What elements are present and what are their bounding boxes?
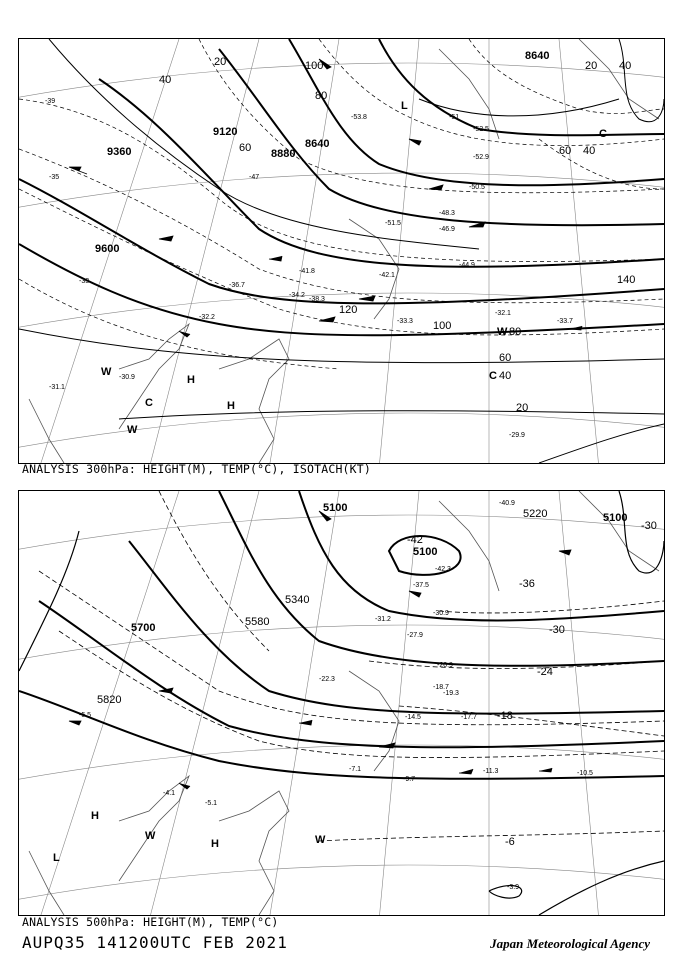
isotach-label: 140 xyxy=(617,274,636,286)
temp-value: -17.7 xyxy=(461,714,477,721)
isotach-label: 120 xyxy=(339,304,358,316)
temp-value: -48.3 xyxy=(439,210,455,217)
height-label: 8880 xyxy=(271,148,296,160)
temp-value: -19.3 xyxy=(443,690,459,697)
pressure-centers xyxy=(53,810,326,864)
height-label: 5580 xyxy=(245,616,270,628)
height-label: 5820 xyxy=(97,694,122,706)
temp-value: -22.3 xyxy=(319,676,335,683)
height-label: 5220 xyxy=(523,508,548,520)
temperature-samples xyxy=(79,500,593,891)
isotach-label: 40 xyxy=(583,145,596,157)
isotach-label: 60 xyxy=(499,352,512,364)
temp-value: -10.5 xyxy=(577,770,593,777)
isotach-label: 80 xyxy=(315,90,328,102)
isotach-label: 100 xyxy=(305,60,324,72)
center-marker: L xyxy=(53,852,60,864)
isotach-label: 100 xyxy=(433,320,452,332)
isotach-label: 20 xyxy=(585,60,598,72)
center-marker: H xyxy=(91,810,99,822)
isotach-label: 60 xyxy=(559,145,572,157)
caption-500hpa: ANALYSIS 500hPa: HEIGHT(M), TEMP(°C) xyxy=(22,915,279,929)
temp-value: -9.7 xyxy=(403,776,416,783)
isotach-label: 20 xyxy=(516,402,529,414)
center-marker: W xyxy=(315,834,326,846)
caption-300hpa: ANALYSIS 300hPa: HEIGHT(M), TEMP(°C), ISOTACH(KT) xyxy=(22,462,372,476)
temp-value: -29.9 xyxy=(509,432,525,439)
center-marker: C xyxy=(599,128,607,140)
height-label: 5100 xyxy=(323,502,348,514)
map-300hpa-canvas xyxy=(19,39,664,463)
temp-value: -31.1 xyxy=(49,384,65,391)
center-marker: W xyxy=(497,326,508,338)
isotherm-label: -30 xyxy=(549,624,565,636)
temp-value: -14.5 xyxy=(405,714,421,721)
temp-value: -30.9 xyxy=(433,610,449,617)
isotherm-label: -24 xyxy=(537,666,553,678)
temp-value: -36.7 xyxy=(229,282,245,289)
height-label: 5100 xyxy=(413,546,438,558)
temp-value: -34.2 xyxy=(289,292,305,299)
temp-value: -5.1 xyxy=(205,800,218,807)
isotach-label: 40 xyxy=(159,74,172,86)
center-marker: H xyxy=(227,400,235,412)
map-panel-500hpa xyxy=(18,490,665,916)
temp-value: -51.5 xyxy=(385,220,401,227)
center-marker: W xyxy=(127,424,138,436)
height-label: 5340 xyxy=(285,594,310,606)
temp-value: -33.3 xyxy=(397,318,413,325)
temp-value: -5.5 xyxy=(79,712,92,719)
center-marker: C xyxy=(489,370,497,382)
temp-value: -32.1 xyxy=(495,310,511,317)
height-label: 9120 xyxy=(213,126,238,138)
temp-value: -52.5 xyxy=(473,126,489,133)
temp-value: -42.3 xyxy=(435,566,451,573)
temp-value: -39 xyxy=(45,98,56,105)
center-marker: W xyxy=(101,366,112,378)
isotherm-label: -6 xyxy=(505,836,515,848)
height-label: 9360 xyxy=(107,146,132,158)
center-marker: H xyxy=(187,374,195,386)
isotach-label: 40 xyxy=(619,60,632,72)
temp-value: -50.5 xyxy=(469,184,485,191)
temp-value: -38.3 xyxy=(309,296,325,303)
isotherm-label: -30 xyxy=(641,520,657,532)
isotach-label: 40 xyxy=(499,370,512,382)
temp-value: -32.2 xyxy=(199,314,215,321)
temp-value: -31.2 xyxy=(375,616,391,623)
height-label: 5700 xyxy=(131,622,156,634)
coastlines xyxy=(29,491,659,915)
temp-value: -51 xyxy=(449,114,460,121)
height-label: 9600 xyxy=(95,243,120,255)
chart-code-and-time: AUPQ35 141200UTC FEB 2021 xyxy=(22,933,288,952)
temp-value: -40.9 xyxy=(499,500,515,507)
height-contours xyxy=(19,39,664,335)
isotherm-label: -42 xyxy=(407,534,423,546)
temp-value: -46.9 xyxy=(439,226,455,233)
temp-value: -37.5 xyxy=(413,582,429,589)
agency-credit: Japan Meteorological Agency xyxy=(490,936,650,951)
temp-value: -52.9 xyxy=(473,154,489,161)
temp-value: -33.7 xyxy=(557,318,573,325)
temp-value: -42.1 xyxy=(379,272,395,279)
temp-value: -30.9 xyxy=(119,374,135,381)
temp-value: -41.8 xyxy=(299,268,315,275)
temp-value: -18.7 xyxy=(433,684,449,691)
center-marker: C xyxy=(145,397,153,409)
isotach-label: 20 xyxy=(214,56,227,68)
temp-value: -3.9 xyxy=(507,884,520,891)
temp-value: -4.1 xyxy=(163,790,176,797)
temp-value: -47 xyxy=(249,174,260,181)
isotherm-label: -36 xyxy=(519,578,535,590)
isotherm-label: -18 xyxy=(497,710,513,722)
height-label: 8640 xyxy=(305,138,330,150)
map-500hpa-canvas xyxy=(19,491,664,915)
map-panel-300hpa xyxy=(18,38,665,464)
temp-value: -7.1 xyxy=(349,766,362,773)
height-label: 8640 xyxy=(525,50,550,62)
temp-value: -20.9 xyxy=(437,662,453,669)
temp-value: -53.8 xyxy=(351,114,367,121)
center-marker: H xyxy=(211,838,219,850)
temp-value: -35 xyxy=(49,174,60,181)
temp-value: -44.9 xyxy=(459,262,475,269)
height-label: 5100 xyxy=(603,512,628,524)
temp-value: -27.9 xyxy=(407,632,423,639)
isotach-label: 60 xyxy=(239,142,252,154)
center-marker: L xyxy=(401,100,408,112)
temp-value: -33 xyxy=(79,278,90,285)
temp-value: -11.3 xyxy=(483,768,499,775)
isotach-label: 80 xyxy=(509,326,522,338)
coastlines xyxy=(29,39,659,463)
center-marker: W xyxy=(145,830,156,842)
